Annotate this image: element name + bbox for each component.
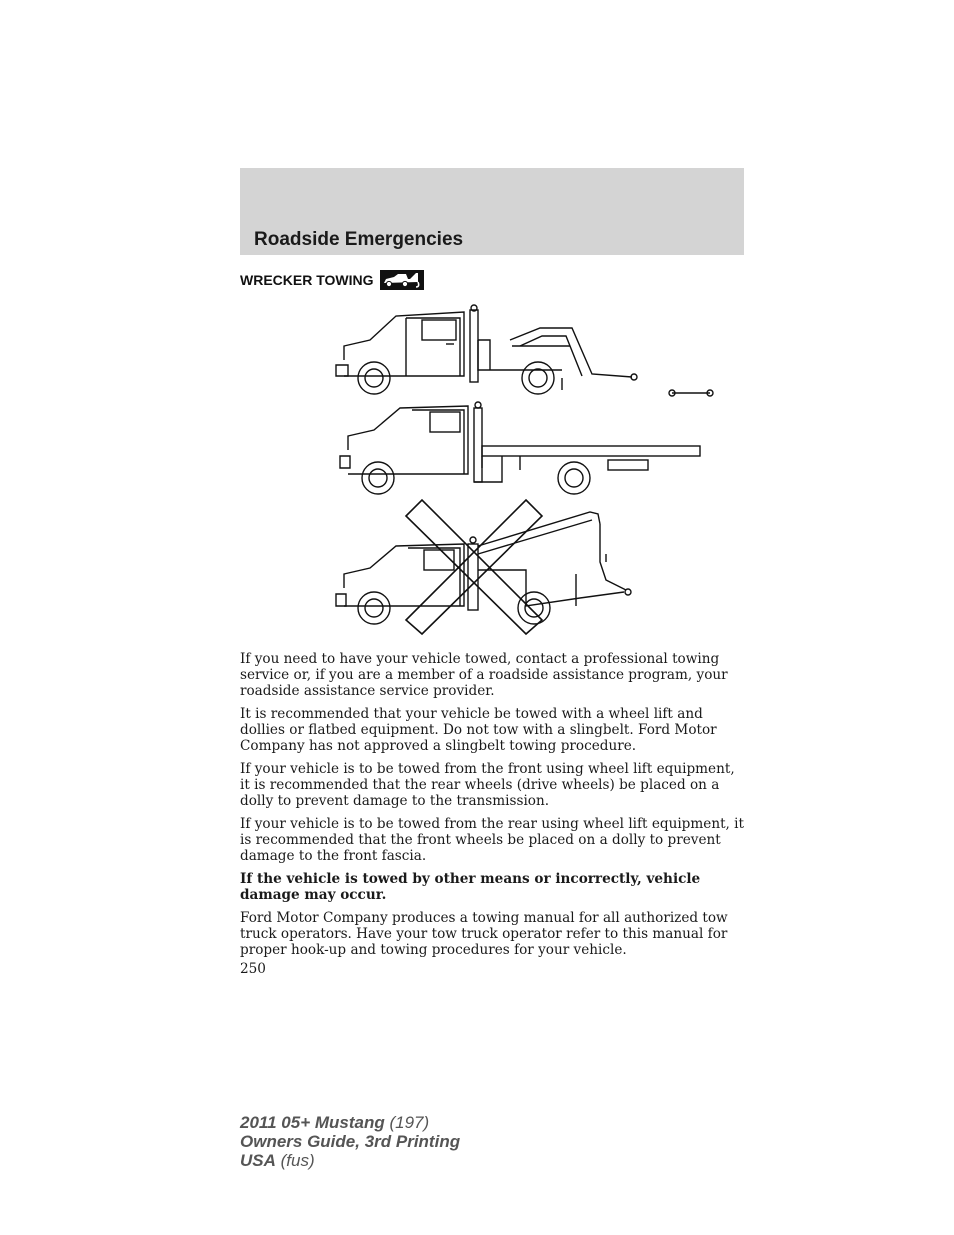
slingbelt-truck-crossed-out (336, 512, 631, 624)
paragraph: If your vehicle is to be towed from the front using wheel lift equipment, it is recommended that the rear wheels (drive wheels) be placed on a dolly to prevent damage to the transmission. (240, 761, 735, 809)
tow-truck-icon (380, 270, 424, 290)
warning-paragraph: If the vehicle is towed by other means or incorrectly, vehicle damage may occur. (240, 871, 701, 903)
page-number: 250 (240, 961, 266, 977)
crossed-out-x-mark (406, 500, 542, 634)
towing-illustration (330, 298, 730, 638)
section-header-band (240, 168, 744, 255)
document-footer (240, 1113, 460, 1170)
body-text (240, 651, 745, 965)
paragraph: If you need to have your vehicle towed, contact a professional towing service or, if you are a member of a roadside assistance program, your roadside assistance service provider. (240, 651, 728, 699)
chapter-title: Roadside Emergencies (254, 229, 464, 250)
footer-line-3 (240, 1151, 460, 1170)
wheel-lift-truck (336, 305, 713, 396)
footer-model: 2011 05+ Mustang (240, 1113, 385, 1132)
footer-guide: Owners Guide, 3rd Printing (240, 1132, 461, 1151)
footer-market: USA (240, 1151, 276, 1170)
flatbed-truck (340, 402, 700, 494)
footer-model-code: (197) (384, 1113, 430, 1132)
paragraph: If your vehicle is to be towed from the rear using wheel lift equipment, it is recommended that the front wheels be placed on a dolly to prevent damage to the front fascia. (240, 816, 744, 864)
footer-line-2 (240, 1132, 460, 1151)
footer-market-code: (fus) (275, 1151, 315, 1170)
paragraph: It is recommended that your vehicle be towed with a wheel lift and dollies or flatbed equipment. Do not tow with a slingbelt. Ford Motor Company has not approved a slingbelt towing procedure. (240, 706, 717, 754)
paragraph: Ford Motor Company produces a towing manual for all authorized tow truck operators. Have your tow truck operator refer to this manual for proper hook-up and towing procedures for your vehicle. (240, 910, 728, 958)
footer-line-1 (240, 1113, 460, 1132)
section-heading (240, 270, 424, 290)
section-heading-text: WRECKER TOWING (240, 272, 374, 288)
